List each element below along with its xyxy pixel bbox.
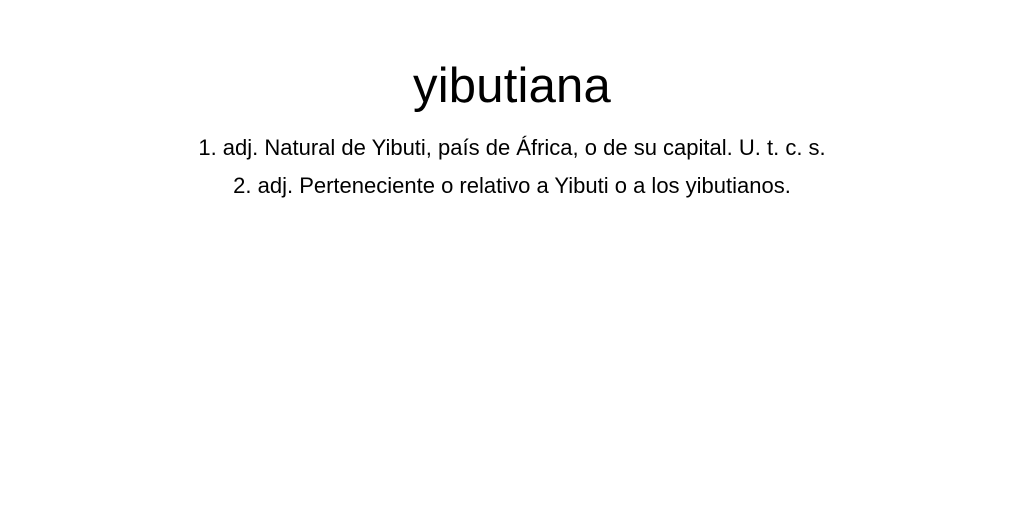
definition-list bbox=[0, 129, 1024, 205]
definition-2: 2. adj. Perteneciente o relativo a Yibuti o a los yibutianos. bbox=[233, 173, 791, 198]
definition-1: 1. adj. Natural de Yibuti, país de África, o de su capital. U. t. c. s. bbox=[198, 135, 826, 160]
headword: yibutiana bbox=[413, 59, 611, 113]
